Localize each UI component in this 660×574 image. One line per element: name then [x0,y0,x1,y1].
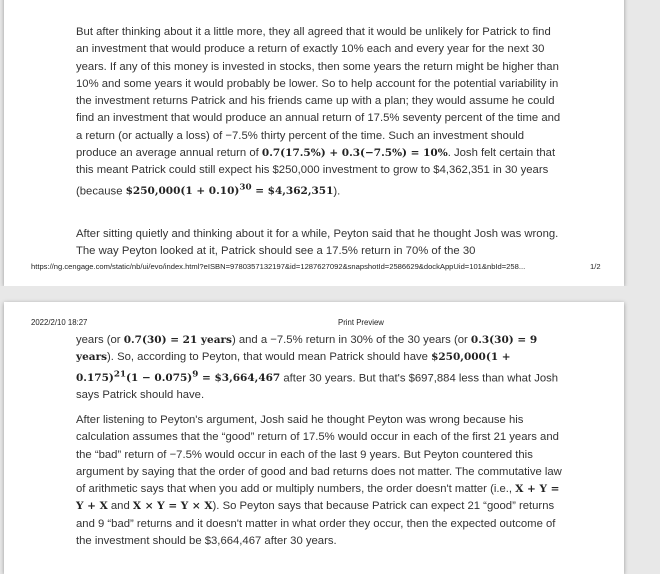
paragraph-investment-plan: But after thinking about it a little more, they all agreed that it would be unlikely for Patrick to find an investment that would produce a return of exactly 10% each and every year for the next 30 years. If any of this money is invested in stocks, then some years the return might be higher than 10% and some years it would probably be lower. So to help account for the potential variability in the investment returns Patrick and his friends came up with a plan; they would assume he could find an investment that would produce an annual return of 17.5% seventy percent of the time and a return (or actually a loss) of −7.5% thirty percent of the time. Such an investment should produce an average annual return of 0.7(17.5%) + 0.3(−7.5%) = 10%. Josh felt certain that this meant Patrick could still expect his $250,000 investment to grow to $4,362,351 in 30 years (because $250,000(1 + 0.10)$^{30}$ = $4,362,351). [76,26,561,198]
good-years-formula: 0.7(30) = 21 years [123,334,232,346]
paragraph-peyton-intro: After sitting quietly and thinking about it for a while, Peyton said that he thought Josh was wrong. The way Peyton looked at it, Patrick should see a 17.5% return in 70% of the 30 [76,228,559,258]
footer-url: https://ng.cengage.com/static/nb/ui/evo/index.html?eISBN=9780357132197&id=1287627092&snapshotId=2586629&dockAppUid=101&nbId=258... [31,262,526,271]
addition-commutative-formula: X + Y = Y + X [76,483,560,513]
paragraph-commutative-argument: After listening to Peyton's argument, Josh said he thought Peyton was wrong because his calculation assumes that the “good” return of 17.5% would occur in each of the first 21 years and the “bad” return of −7.5% would occur in each of the last 9 years. But Peyton countered this argument by saying that the order of good and bad returns does not matter. The commutative law of arithmetic says that when you add or multiply numbers, the order doesn't matter (i.e., X + Y = Y + X and X × Y = Y × X). So Peyton says that because Patrick can expect 21 “good” returns and 9 “bad” returns and it doesn't matter in what order they occur, then the expected outcome of the investment should be $3,664,467 after 30 years. [76,414,562,548]
bad-years-formula: 0.3(30) = 9 years [76,334,538,364]
print-page-2 [4,302,624,574]
josh-growth-formula: $250,000(1 + 0.10)$^{30}$ = $4,362,351 [125,182,334,198]
footer-page-number: 1/2 [590,262,601,271]
peyton-growth-formula: $250,000(1 + $0.175)^{21}(1 - 0.075)^9$ = $3,664,467 [76,351,511,385]
header-title: Print Preview [338,318,384,327]
paragraph-peyton-calculation: years (or 0.7(30) = 21 years) and a −7.5% return in 30% of the 30 years (or 0.3(30) = 9 years). So, according to Peyton, that would mean Patrick should have $250,000(1 + $0.175)^{21}(1 - 0.075)^9$ = $3,664,467 after 30 years. But that's $697,884 less than what Josh says Patrick should have. [76,334,559,402]
header-date: 2022/2/10 18:27 [31,318,88,327]
print-page-1 [4,0,624,286]
page-gap [0,286,660,302]
multiplication-commutative-formula: X × Y = Y × X [132,500,213,513]
average-return-formula: 0.7(17.5%) + 0.3(−7.5%) = 10% [261,147,448,160]
